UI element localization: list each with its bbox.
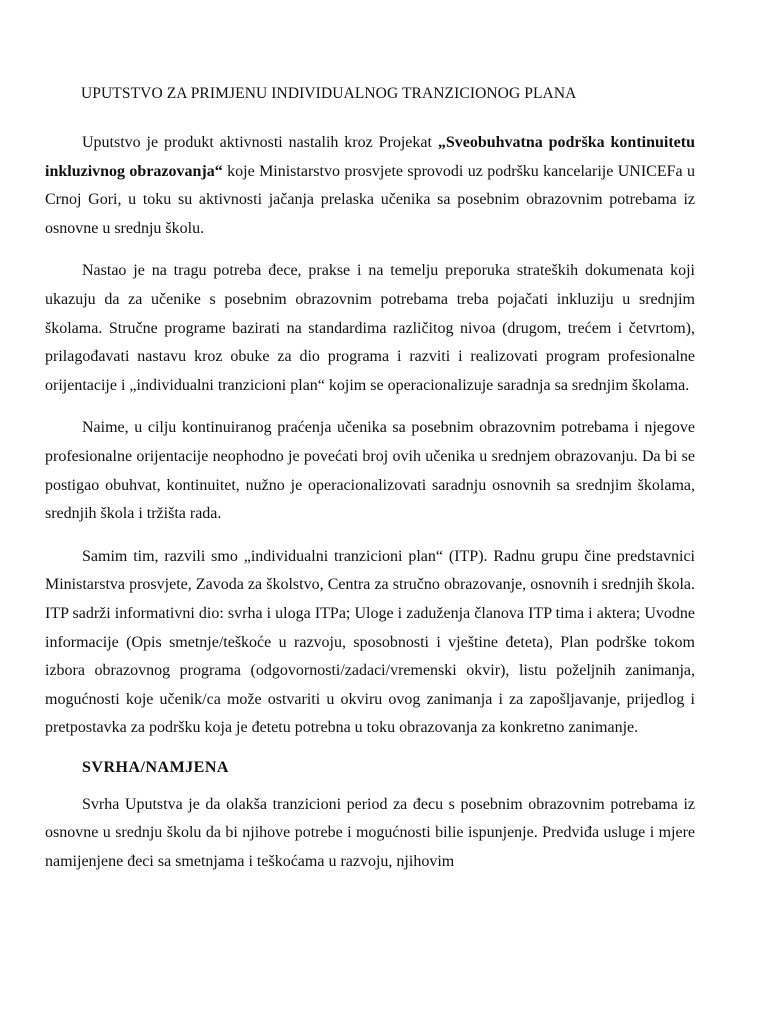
paragraph-itp: Samim tim, razvili smo „individualni tranzicioni plan“ (ITP). Radnu grupu čine predstavnici Ministarstva prosvjete, Zavoda za školstvo, Centra za stručno obrazovanje, osnovnih i srednjih škola. ITP sadrži informativni dio: svrha i uloga ITPa; Uloge i zaduženja članova ITP tima i aktera; Uvodne informacije (Opis smetnje/teškoće u razvoju, sposobnosti i vještine đeteta), Plan podrške tokom izbora obrazovnog programa (odgovornosti/zadaci/vremenski okvir), listu poželjnih zanimanja, mogućnosti koje učenik/ca može ostvariti u okviru ovog zanimanja i za zapošljavanje, prijedlog i pretpostavka za podršku koja je đetetu potrebna u toku obrazovanja za konkretno zanimanje. <box>45 547 695 737</box>
intro-text-start: Uputstvo je produkt aktivnosti nastalih kroz Projekat <box>82 134 438 151</box>
paragraph-origin: Nastao je na tragu potreba đece, prakse i na temelju preporuka strateških dokumenata koji ukazuju da za učenike s posebnim obrazovnim potrebama treba pojačati inkluziju u srednjim školama. Stručne programe bazirati na standardima različitog nivoa (drugom, trećem i četvrtom), prilagođavati nastavu kroz obuke za dio programa i razviti i realizovati program profesionalne orijentacije i „individualni tranzicioni plan“ kojim se operacionalizuje saradnja sa srednjim školama. <box>45 262 695 394</box>
intro-paragraph <box>45 129 695 243</box>
section-heading-purpose: SVRHA/NAMJENA <box>82 758 229 776</box>
intro-text-end: koje Ministarstvo prosvjete sprovodi uz podršku kancelarije UNICEFa u Crnoj Gori, u toku su aktivnosti jačanja prelaska učenika sa posebnim obrazovnim potrebama iz osnovne u srednju školu. <box>45 162 696 237</box>
project-name: „Sveobuhvatna podrška kontinuitetu inkluzivnog obrazovanja“ <box>45 134 695 180</box>
paragraph-purpose: Svrha Uputstva je da olakša tranzicioni period za đecu s posebnim obrazovnim potrebama iz osnovne u srednju školu da bi njihove potrebe i mogućnosti bilie ispunjenje. Predviđa usluge i mjere namijenjene đeci sa smetnjama i teškoćama u razvoju, njihovim <box>45 795 695 871</box>
paragraph-goal: Naime, u cilju kontinuiranog praćenja učenika sa posebnim obrazovnim potrebama i njegove profesionalne orijentacije neophodno je povećati broj ovih učenika u srednjem obrazovanju. Da bi se postigao obuhvat, kontinuitet, nužno je operacionalizovati saradnju osnovnih sa srednjim školama, srednjih škola i tržišta rada. <box>45 419 695 523</box>
document-title: UPUTSTVO ZA PRIMJENU INDIVIDUALNOG TRANZICIONOG PLANA <box>81 85 577 102</box>
document-page <box>45 83 695 891</box>
